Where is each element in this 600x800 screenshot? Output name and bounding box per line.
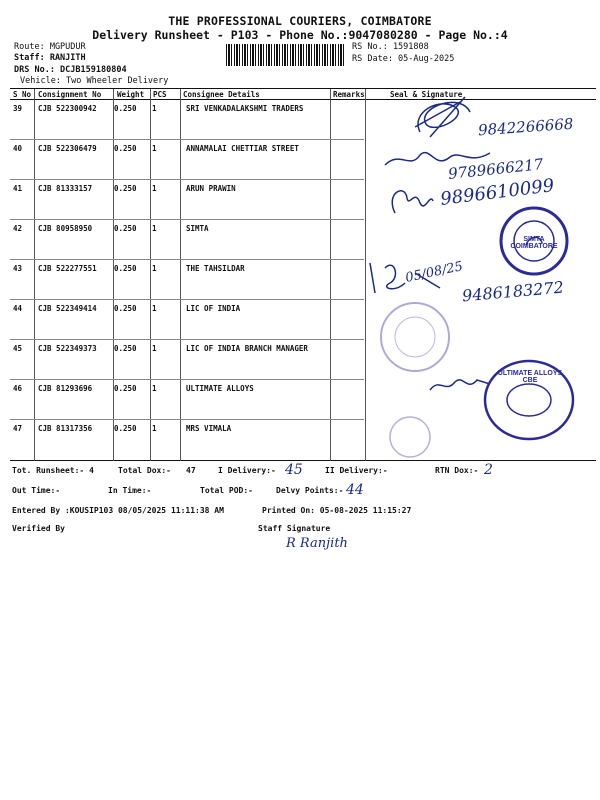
vimala-stamp — [380, 415, 440, 460]
row-sno: 47 — [13, 424, 23, 433]
row-consignment: CJB 522349414 — [38, 304, 97, 313]
row-pcs: 1 — [152, 384, 157, 393]
row-weight: 0.250 — [114, 224, 137, 233]
delvy-points-value: 44 — [346, 482, 364, 498]
staff-label: Staff: RANJITH — [14, 53, 86, 63]
row-pcs: 1 — [152, 304, 157, 313]
total-dox-value: 47 — [186, 466, 196, 475]
total-runsheet: Tot. Runsheet:- 4 — [12, 466, 94, 475]
row-pcs: 1 — [152, 184, 157, 193]
row-pcs: 1 — [152, 224, 157, 233]
row-sno: 44 — [13, 304, 23, 313]
row-sno: 43 — [13, 264, 23, 273]
col-header-pcs: PCS — [153, 90, 167, 99]
row-weight: 0.250 — [114, 184, 137, 193]
row-consignee: MRS VIMALA — [186, 424, 232, 433]
entered-by: Entered By :KOUSIP103 08/05/2025 11:11:38 AM — [12, 506, 224, 515]
drs-number: DRS No.: DCJB159180804 — [14, 65, 127, 75]
row-sno: 41 — [13, 184, 23, 193]
table-bottom-rule — [10, 460, 596, 461]
row-pcs: 1 — [152, 104, 157, 113]
handwritten-phone-40: 9789666217 — [447, 155, 545, 183]
row-pcs: 1 — [152, 344, 157, 353]
row-weight: 0.250 — [114, 344, 137, 353]
row-weight: 0.250 — [114, 384, 137, 393]
row-pcs: 1 — [152, 264, 157, 273]
rtn-dox-value: 2 — [484, 462, 493, 478]
stamp-text-simta: SIMTA COIMBATORE — [510, 236, 558, 250]
row-consignment: CJB 81333157 — [38, 184, 93, 193]
row-pcs: 1 — [152, 144, 157, 153]
row-consignee: SIMTA — [186, 224, 209, 233]
company-title: THE PROFESSIONAL COURIERS, COIMBATORE — [168, 14, 432, 28]
total-dox-label: Total Dox:- — [118, 466, 171, 475]
total-pod-label: Total POD:- — [200, 486, 253, 495]
stamp-text-ultimate-alloys: ULTIMATE ALLOYS CBE — [497, 370, 563, 384]
signature-scribble-39 — [400, 92, 490, 142]
staff-signature-label: Staff Signature — [258, 524, 331, 533]
signature-scribble-41 — [385, 183, 435, 218]
in-time-label: In Time:- — [108, 486, 152, 495]
row-consignment: CJB 522349373 — [38, 344, 97, 353]
i-delivery-label: I Delivery:- — [218, 466, 276, 475]
row-pcs: 1 — [152, 424, 157, 433]
row-weight: 0.250 — [114, 424, 137, 433]
printed-on: Printed On: 05-08-2025 11:15:27 — [262, 506, 412, 515]
row-weight: 0.250 — [114, 144, 137, 153]
row-consignment: CJB 80958950 — [38, 224, 93, 233]
lic-stamp — [375, 300, 460, 375]
rtn-dox-label: RTN Dox:- — [435, 466, 479, 475]
handwritten-phone-43: 9486183272 — [461, 277, 565, 306]
col-header-sno: S No — [13, 90, 32, 99]
handwritten-phone-39: 9842266668 — [477, 114, 574, 140]
col-header-seal-signature: Seal & Signature — [390, 90, 463, 99]
row-consignment: CJB 522300942 — [38, 104, 97, 113]
col-header-consignee: Consignee Details — [183, 90, 260, 99]
row-consignee: SRI VENKADALAKSHMI TRADERS — [186, 104, 304, 113]
row-consignee: LIC OF INDIA — [186, 304, 241, 313]
col-header-consignment: Consignment No — [38, 90, 102, 99]
row-consignment: CJB 522306479 — [38, 144, 97, 153]
row-weight: 0.250 — [114, 264, 137, 273]
row-consignment: CJB 522277551 — [38, 264, 97, 273]
route-label: Route: MGPUDUR — [14, 42, 86, 52]
runsheet-title: Delivery Runsheet - P103 - Phone No.:9047080280 - Page No.:4 — [92, 28, 508, 42]
rs-date: RS Date: 05-Aug-2025 — [352, 54, 455, 64]
vehicle-label: Vehicle: Two Wheeler Delivery — [20, 76, 169, 86]
row-sno: 45 — [13, 344, 23, 353]
row-consignee: ULTIMATE ALLOYS — [186, 384, 254, 393]
row-consignee: ARUN PRAWIN — [186, 184, 236, 193]
col-header-weight: Weight — [117, 90, 145, 99]
handwritten-phone-41: 9896610099 — [439, 175, 556, 210]
row-consignee: LIC OF INDIA BRANCH MANAGER — [186, 344, 308, 353]
staff-signature-handwritten: R Ranjith — [286, 536, 348, 551]
table-row — [10, 300, 596, 340]
row-consignee: THE TAHSILDAR — [186, 264, 245, 273]
rs-number: RS No.: 1591808 — [352, 42, 429, 52]
verified-by-label: Verified By — [12, 524, 65, 533]
i-delivery-value: 45 — [285, 462, 303, 478]
row-weight: 0.250 — [114, 104, 137, 113]
row-sno: 42 — [13, 224, 23, 233]
row-sno: 46 — [13, 384, 23, 393]
col-header-remarks: Remarks — [333, 90, 365, 99]
row-sno: 40 — [13, 144, 23, 153]
ii-delivery-label: II Delivery:- — [325, 466, 388, 475]
row-consignment: CJB 81317356 — [38, 424, 93, 433]
handwritten-date-43: 05/08/25 — [404, 259, 465, 286]
row-sno: 39 — [13, 104, 23, 113]
barcode — [226, 44, 346, 66]
row-consignee: ANNAMALAI CHETTIAR STREET — [186, 144, 299, 153]
table-top-rule — [10, 88, 596, 89]
row-consignment: CJB 81293696 — [38, 384, 93, 393]
delvy-points-label: Delvy Points:- — [276, 486, 344, 495]
out-time-label: Out Time:- — [12, 486, 61, 495]
row-weight: 0.250 — [114, 304, 137, 313]
